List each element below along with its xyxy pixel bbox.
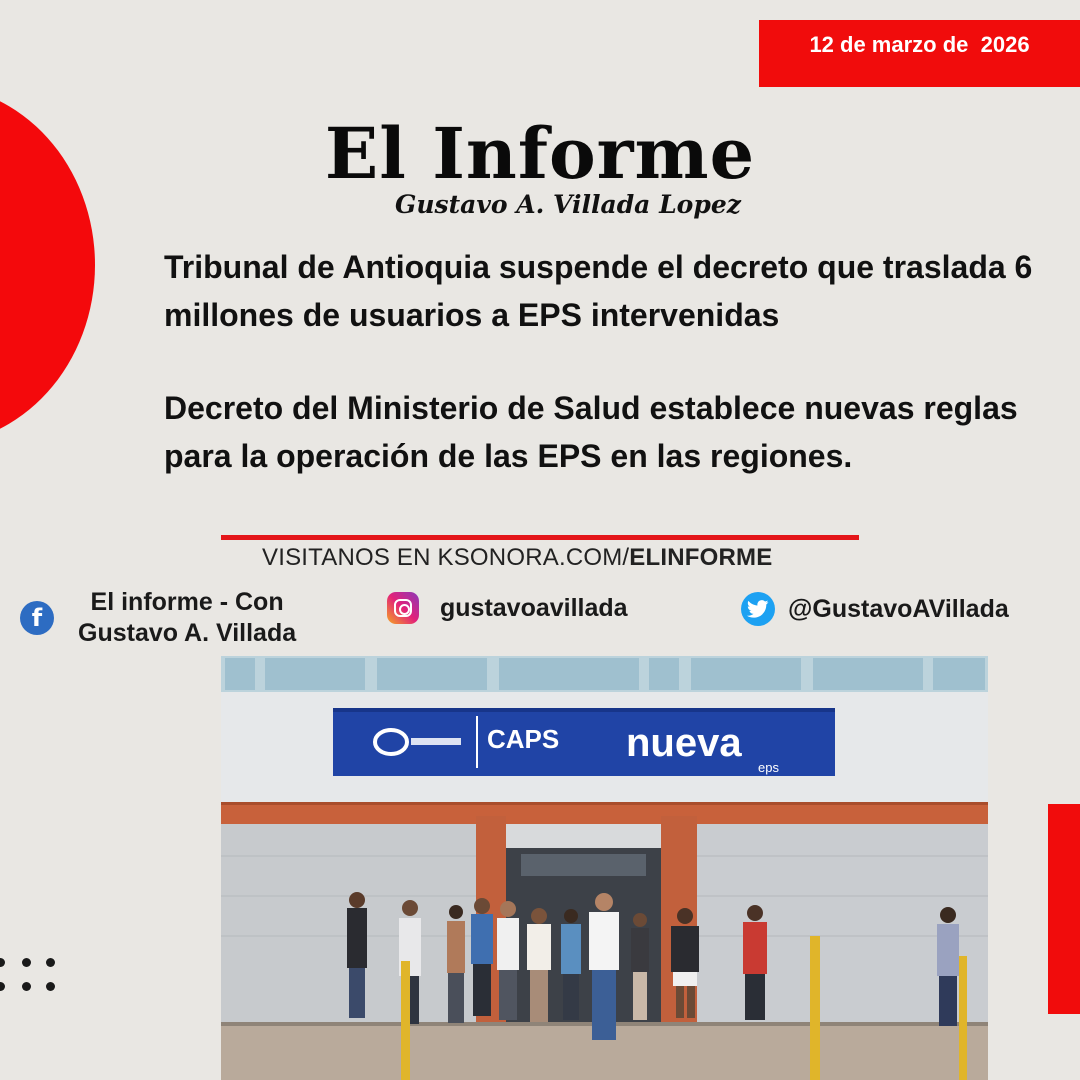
headline-block [164, 243, 1044, 480]
facebook-label-line2: Gustavo A. Villada [78, 619, 297, 647]
visit-link[interactable] [262, 544, 772, 572]
headline-main: Tribunal de Antioquia suspende el decreto que traslada 6 millones de usuarios a EPS intervenidas [164, 249, 1033, 333]
brand-author: Gustavo A. Villada Lopez [395, 190, 741, 219]
twitter-link[interactable] [741, 592, 1009, 626]
date-badge: 12 de marzo de 2026 [759, 20, 1080, 87]
facebook-icon: f [20, 601, 54, 635]
instagram-handle: gustavoavillada [440, 593, 628, 622]
twitter-handle: @GustavoAVillada [788, 594, 1009, 623]
facebook-label [78, 587, 296, 649]
sign-nueva-text: nueva [626, 721, 742, 765]
headline-sub: Decreto del Ministerio de Salud establece nuevas reglas para la operación de las EPS en las regiones. [164, 390, 1018, 474]
instagram-icon [387, 592, 419, 624]
decorative-red-circle [0, 85, 95, 445]
masthead [300, 112, 780, 219]
twitter-icon [741, 592, 775, 626]
instagram-link[interactable] [387, 592, 628, 624]
decorative-red-bar [1048, 804, 1080, 1014]
facebook-label-line1: El informe - Con [90, 588, 284, 616]
brand-title: El Informe [324, 112, 756, 195]
visit-highlight: ELINFORME [629, 544, 773, 571]
sign-caps-text: CAPS [487, 724, 560, 754]
news-photo [221, 656, 988, 1080]
sign-eps-text: eps [758, 760, 779, 775]
facebook-link[interactable] [20, 587, 296, 649]
divider-line [221, 535, 859, 540]
visit-prefix: VISITANOS EN KSONORA.COM/ [262, 544, 630, 571]
